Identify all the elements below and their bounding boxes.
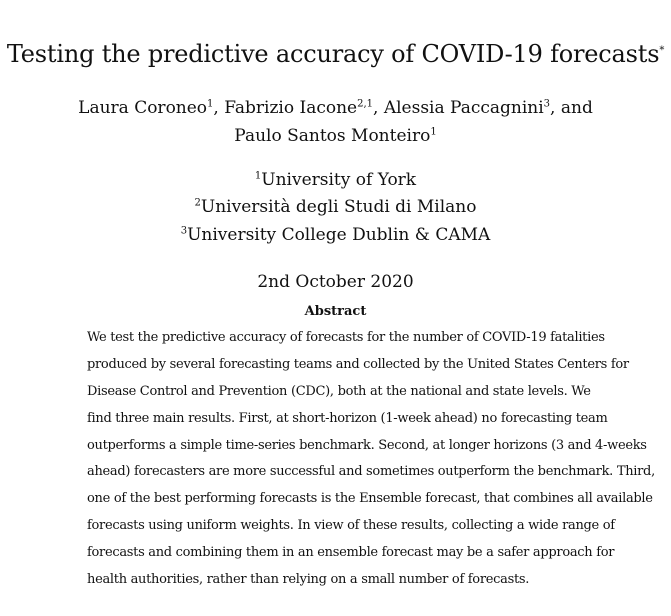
author-name: Paulo Santos Monteiro — [234, 126, 431, 146]
affiliation-marker: 1 — [254, 170, 262, 182]
abstract-line: health authorities, rather than relying on a small number of forecasts. — [87, 572, 530, 588]
author-separator: , — [373, 98, 384, 118]
author-affiliation-marker: 1 — [207, 98, 214, 110]
affiliation-marker: 2 — [194, 197, 201, 209]
abstract-line: forecasts using uniform weights. In view of these results, collecting a wide range of — [87, 518, 615, 534]
abstract-line: ahead) forecasters are more successful and sometimes outperform the benchmark. Third, — [87, 464, 655, 480]
author-affiliation-marker: 3 — [543, 98, 551, 110]
author-name: Alessia Paccagnini — [383, 98, 544, 118]
abstract-line: find three main results. First, at short-horizon (1-week ahead) no forecasting team — [87, 410, 608, 426]
affiliation-2 — [0, 195, 671, 219]
affiliation-name: Università degli Studi di Milano — [200, 197, 477, 217]
abstract-line: outperforms a simple time-series benchmark. Second, at longer horizons (3 and 4-weeks — [87, 437, 647, 453]
affiliation-1 — [0, 168, 671, 192]
author-affiliation-marker: 2,1 — [357, 98, 374, 110]
affiliation-name: University College Dublin & CAMA — [187, 225, 491, 245]
publication-date: 2nd October 2020 — [257, 272, 414, 292]
paper-title-text: Testing the predictive accuracy of COVID-19 forecasts — [6, 40, 660, 68]
author-list-line-1 — [0, 96, 671, 120]
author-affiliation-marker: 1 — [430, 126, 437, 138]
author-separator: , — [213, 98, 225, 118]
affiliation-name: University of York — [261, 170, 417, 190]
abstract-line: produced by several forecasting teams and collected by the United States Centers for — [87, 356, 629, 372]
abstract-line: forecasts and combining them in an ensemble forecast may be a safer approach for — [87, 545, 615, 561]
author-list-line-2 — [0, 124, 671, 148]
affiliation-marker: 3 — [180, 225, 188, 237]
author-separator: , and — [550, 98, 593, 118]
affiliation-3 — [0, 223, 671, 247]
abstract-line: Disease Control and Prevention (CDC), both at the national and state levels. We — [87, 383, 591, 399]
title-footnote-marker: * — [659, 45, 665, 56]
author-name: Laura Coroneo — [78, 98, 208, 118]
abstract-line: one of the best performing forecasts is the Ensemble forecast, that combines all available — [87, 491, 653, 507]
abstract-body — [87, 325, 655, 594]
abstract-heading: Abstract — [304, 304, 367, 319]
paper-title — [0, 38, 671, 70]
abstract-line: We test the predictive accuracy of forecasts for the number of COVID-19 fatalities — [87, 330, 605, 345]
author-name: Fabrizio Iacone — [224, 98, 358, 118]
